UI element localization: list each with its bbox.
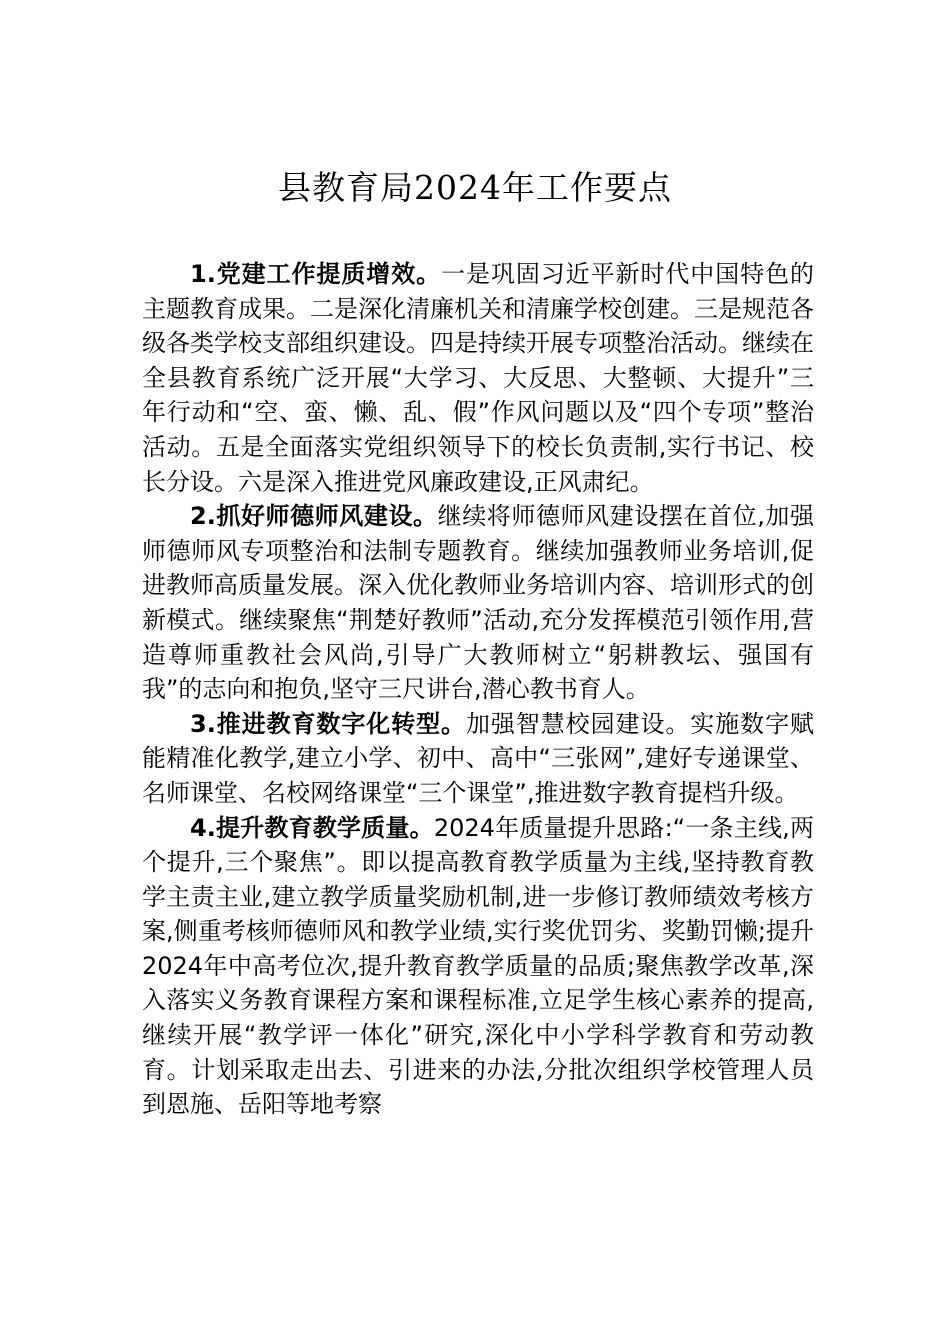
paragraph-heading: 1.党建工作提质增效。 [190,260,442,288]
document-body [142,257,814,1122]
document-title: 县教育局2024年工作要点 [278,168,672,207]
paragraph-teacher-ethics [142,499,814,707]
paragraph-heading: 3.推进教育数字化转型。 [190,709,466,738]
paragraph-digital-transformation [142,707,814,811]
paragraph-text: 2024年质量提升思路:“一条主线,两个提升,三个聚焦”。即以提高教育教学质量为主线,坚持教育教学主责主业,建立教学质量奖励机制,进一步修订教师绩效考核方案,侧重考核师德师风和教学业绩,实行奖优罚劣、奖勤罚懒;提升2024年中高考位次,提升教育教学质量的品质;聚焦教学改革,深入落实义务教育课程方案和课程标准,立足学生核心素养的提高,继续开展“教学评一体化”研究,深化中小学科学教育和劳动教育。计划采取走出去、引进来的办法,分批次组织学校管理人员到恩施、岳阳等地考察 [142,813,814,1119]
paragraph-heading: 2.抓好师德师风建设。 [190,502,438,531]
paragraph-text: 加强智慧校园建设。实施数字赋能精准化教学,建立小学、初中、高中“三张网”,建好专递课堂、名师课堂、名校网络课堂“三个课堂”,推进数字教育提档升级。 [142,709,814,807]
paragraph-text: 一是巩固习近平新时代中国特色的主题教育成果。二是深化清廉机关和清廉学校创建。三是规范各级各类学校支部组织建设。四是持续开展专项整治活动。继续在全县教育系统广泛开展“大学习、大反思、大整顿、大提升”三年行动和“空、蛮、懒、乱、假”作风问题以及“四个专项”整治活动。五是全面落实党组织领导下的校长负责制,实行书记、校长分设。六是深入推进党风廉政建设,正风肃纪。 [142,260,814,496]
paragraph-party-building [142,257,814,499]
paragraph-heading: 4.提升教育教学质量。 [190,813,434,842]
paragraph-text: 继续将师德师风建设摆在首位,加强师德师风专项整治和法制专题教育。继续加强教师业务培训,促进教师高质量发展。深入优化教师业务培训内容、培训形式的创新模式。继续聚焦“荆楚好教师”活动,充分发挥模范引领作用,营造尊师重教社会风尚,引导广大教师树立“躬耕教坛、强国有我”的志向和抱负,坚守三尺讲台,潜心教书育人。 [142,502,814,704]
paragraph-teaching-quality [142,811,814,1122]
